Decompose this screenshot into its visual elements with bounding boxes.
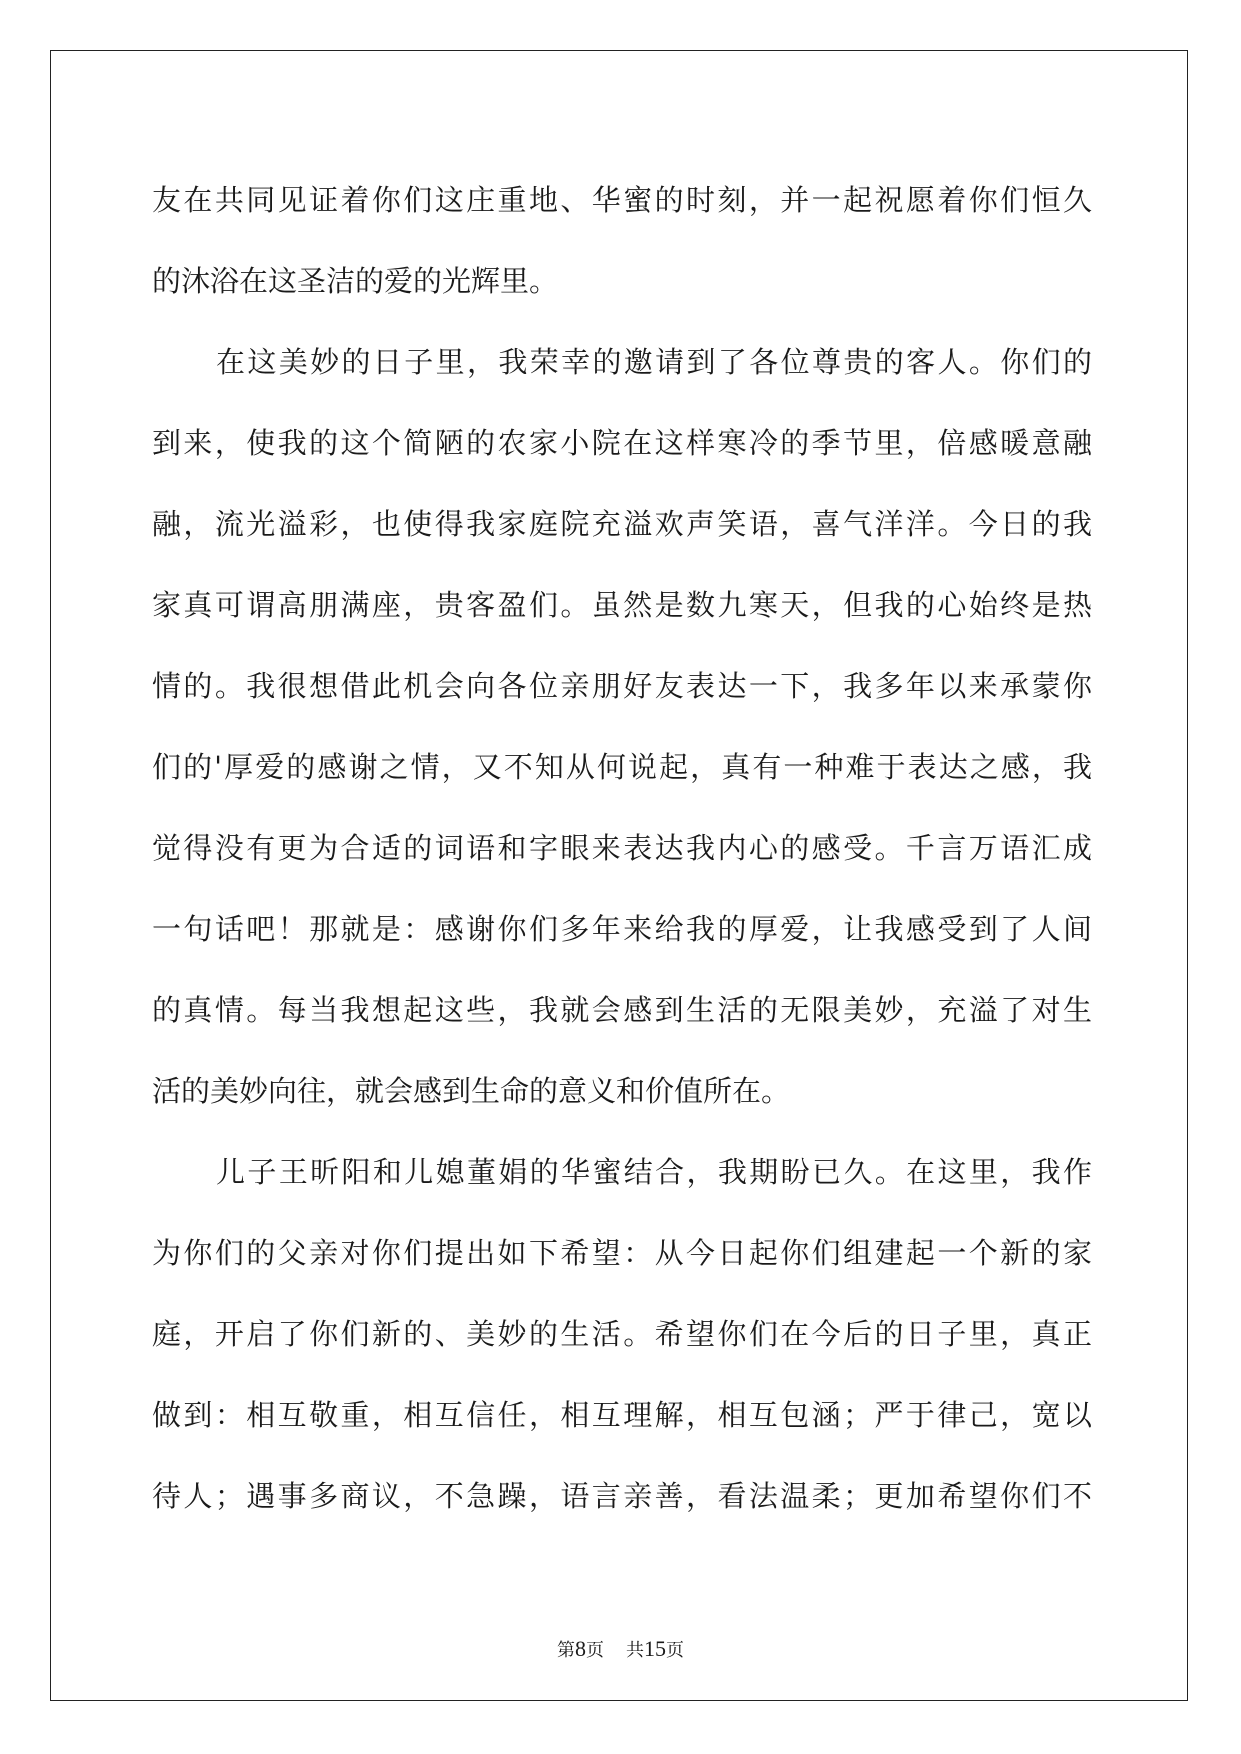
text-line: 友在共同见证着你们这庄重地、华蜜的时刻，并一起祝愿着你们恒久 [152, 183, 1092, 217]
text-line: 们的'厚爱的感谢之情，又不知从何说起，真有一种难于表达之感，我 [152, 750, 1092, 784]
total-suffix: 页 [666, 1640, 684, 1661]
text-line: 庭，开启了你们新的、美妙的生活。希望你们在今后的日子里，真正 [152, 1317, 1092, 1351]
page-prefix: 第 [557, 1640, 575, 1661]
text-line: 情的。我很想借此机会向各位亲朋好友表达一下，我多年以来承蒙你 [152, 669, 1092, 703]
page-suffix: 页 [586, 1640, 604, 1661]
total-prefix: 共 [626, 1640, 644, 1661]
text-line: 在这美妙的日子里，我荣幸的邀请到了各位尊贵的客人。你们的 [216, 345, 1092, 379]
text-line: 到来，使我的这个简陋的农家小院在这样寒冷的季节里，倍感暖意融 [152, 426, 1092, 460]
text-line: 待人；遇事多商议，不急躁，语言亲善，看法温柔；更加希望你们不 [152, 1479, 1092, 1513]
text-line: 做到：相互敬重，相互信任，相互理解，相互包涵；严于律己，宽以 [152, 1398, 1092, 1432]
text-line: 融，流光溢彩，也使得我家庭院充溢欢声笑语，喜气洋洋。今日的我 [152, 507, 1092, 541]
text-line: 家真可谓高朋满座，贵客盈们。虽然是数九寒天，但我的心始终是热 [152, 588, 1092, 622]
text-line: 觉得没有更为合适的词语和字眼来表达我内心的感受。千言万语汇成 [152, 831, 1092, 865]
document-body [152, 160, 1092, 1537]
text-line: 一句话吧！那就是：感谢你们多年来给我的厚爱，让我感受到了人间 [152, 912, 1092, 946]
text-line: 的沐浴在这圣洁的爱的光辉里。 [152, 264, 559, 298]
total-pages: 15 [644, 1636, 666, 1661]
text-line: 的真情。每当我想起这些，我就会感到生活的无限美妙，充溢了对生 [152, 993, 1092, 1027]
text-line: 儿子王昕阳和儿媳董娟的华蜜结合，我期盼已久。在这里，我作 [216, 1155, 1092, 1189]
text-line: 为你们的父亲对你们提出如下希望：从今日起你们组建起一个新的家 [152, 1236, 1092, 1270]
text-line: 活的美妙向往，就会感到生命的意义和价值所在。 [152, 1074, 791, 1108]
page-footer [0, 1636, 1241, 1662]
page-number: 8 [575, 1636, 586, 1661]
